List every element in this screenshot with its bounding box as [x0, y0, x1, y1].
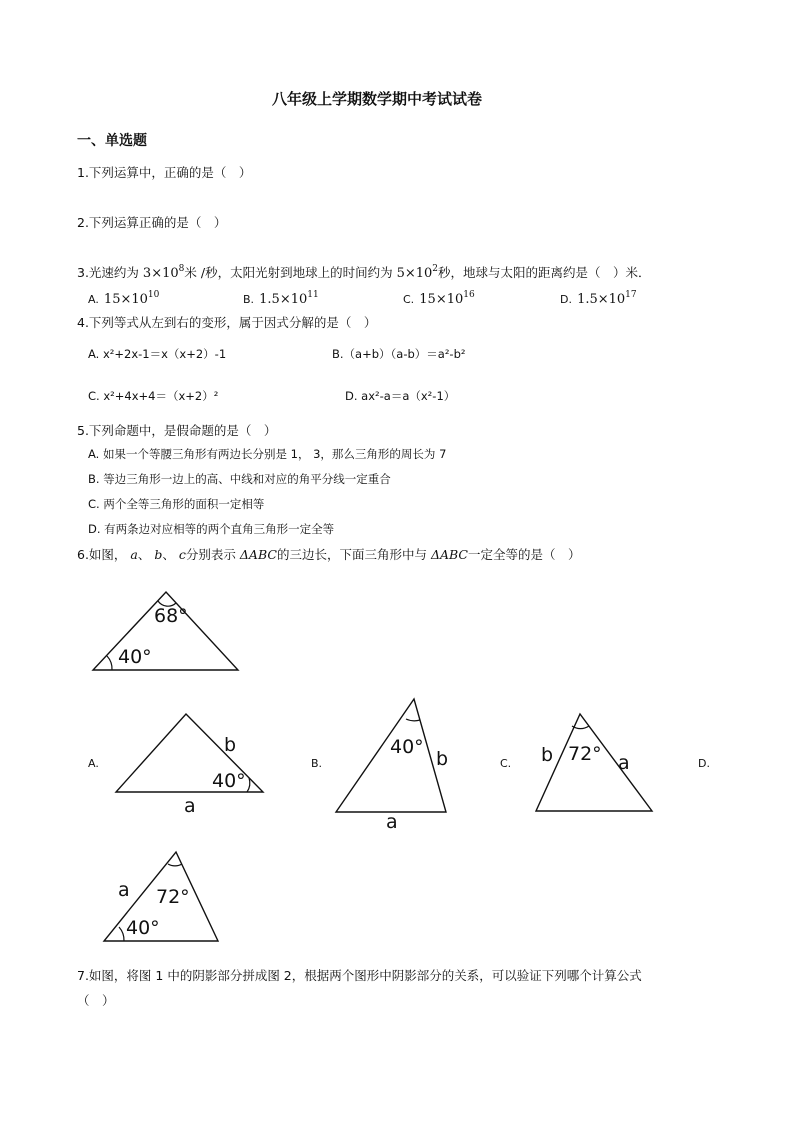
q5-option-b: B. 等边三角形一边上的高、中线和对应的角平分线一定重合: [88, 472, 391, 486]
angle-arc: [168, 864, 182, 866]
choice-b-side-b: b: [436, 748, 449, 770]
question-5: 5.下列命题中，是假命题的是（ ）: [77, 423, 277, 438]
choice-d-triangle: [98, 846, 228, 946]
choice-c-side-a: a: [618, 752, 630, 774]
q3-option-a: A. $15\times 10^{10}$: [88, 290, 160, 307]
question-4: 4.下列等式从左到右的变形，属于因式分解的是（ ）: [77, 315, 377, 330]
choice-a-angle: 40°: [212, 770, 246, 792]
q3-unit: 米: [184, 265, 197, 280]
choice-c-triangle: [530, 708, 660, 816]
choice-d-side-a: a: [118, 879, 130, 901]
reference-triangle-shape: [93, 592, 238, 670]
choice-c-side-b: b: [541, 744, 554, 766]
question-2: 2.下列运算正确的是（ ）: [77, 215, 227, 230]
reference-triangle: [88, 580, 248, 680]
q3-time: $5\times 10^2$: [396, 264, 439, 281]
q5-option-c: C. 两个全等三角形的面积一定相等: [88, 497, 265, 511]
question-7-answer: （ ）: [77, 993, 115, 1008]
question-7: 7.如图，将图 1 中的阴影部分拼成图 2，根据两个图形中阴影部分的关系，可以验证下列哪个计算公式: [77, 968, 642, 983]
q6-choice-c-label: C.: [500, 757, 512, 770]
q5-option-a: A. 如果一个等腰三角形有两边长分别是 1， 3，那么三角形的周长为 7: [88, 447, 447, 461]
q4-option-c: C. x²+4x+4＝（x+2）²: [88, 389, 219, 403]
q3-mid: /秒，太阳光射到地球上的时间约为: [200, 265, 393, 280]
choice-b-angle: 40°: [390, 736, 424, 758]
angle-arc: [247, 778, 250, 792]
q3-option-d: D. $1.5\times 10^{17}$: [560, 290, 637, 307]
angle-arc: [107, 656, 112, 670]
q4-option-a: A. x²+2x-1＝x（x+2）-1: [88, 347, 227, 361]
q4-option-d: D. ax²-a＝a（x²-1）: [345, 389, 456, 403]
q3-prefix: 3.光速约为: [77, 265, 139, 280]
q3-option-c: C. $15\times 10^{16}$: [403, 290, 475, 307]
q3-suffix: 秒，地球与太阳的距离约是（ ）米．: [438, 265, 651, 280]
choice-d-angle-top: 72°: [156, 886, 190, 908]
q3-speed: $3\times 10^8$: [142, 264, 185, 281]
q6-choice-a-label: A.: [88, 757, 99, 770]
choice-a-side-a: a: [184, 795, 196, 817]
q6-choice-b-label: B.: [311, 757, 323, 770]
choice-b-triangle: [330, 692, 460, 832]
q3-options: [88, 288, 708, 308]
choice-a-triangle: [108, 708, 273, 820]
choice-b-side-a: a: [386, 811, 398, 832]
q3-option-b: B. $1.5\times 10^{11}$: [243, 290, 319, 307]
question-6: 6.如图， a、 b、 c分别表示 ΔABC的三边长，下面三角形中与 ΔABC一定全等的是（ ）: [77, 547, 581, 562]
q6-choice-d-label: D.: [698, 757, 710, 770]
question-1: 1.下列运算中，正确的是（ ）: [77, 165, 252, 180]
section-heading: 一、单选题: [77, 133, 147, 149]
choice-c-angle: 72°: [568, 743, 602, 765]
q4-option-b: B.（a+b）（a-b）＝a²-b²: [332, 347, 466, 361]
question-3: [77, 263, 651, 281]
choice-d-angle-left: 40°: [126, 917, 160, 939]
angle-arc: [406, 719, 420, 721]
angle-arc: [119, 927, 124, 941]
page-title: 八年级上学期数学期中考试试卷: [272, 90, 483, 108]
ref-angle-left: 40°: [118, 646, 152, 668]
ref-angle-top: 68°: [154, 605, 188, 627]
choice-a-side-b: b: [224, 734, 237, 756]
q5-option-d: D. 有两条边对应相等的两个直角三角形一定全等: [88, 522, 335, 536]
